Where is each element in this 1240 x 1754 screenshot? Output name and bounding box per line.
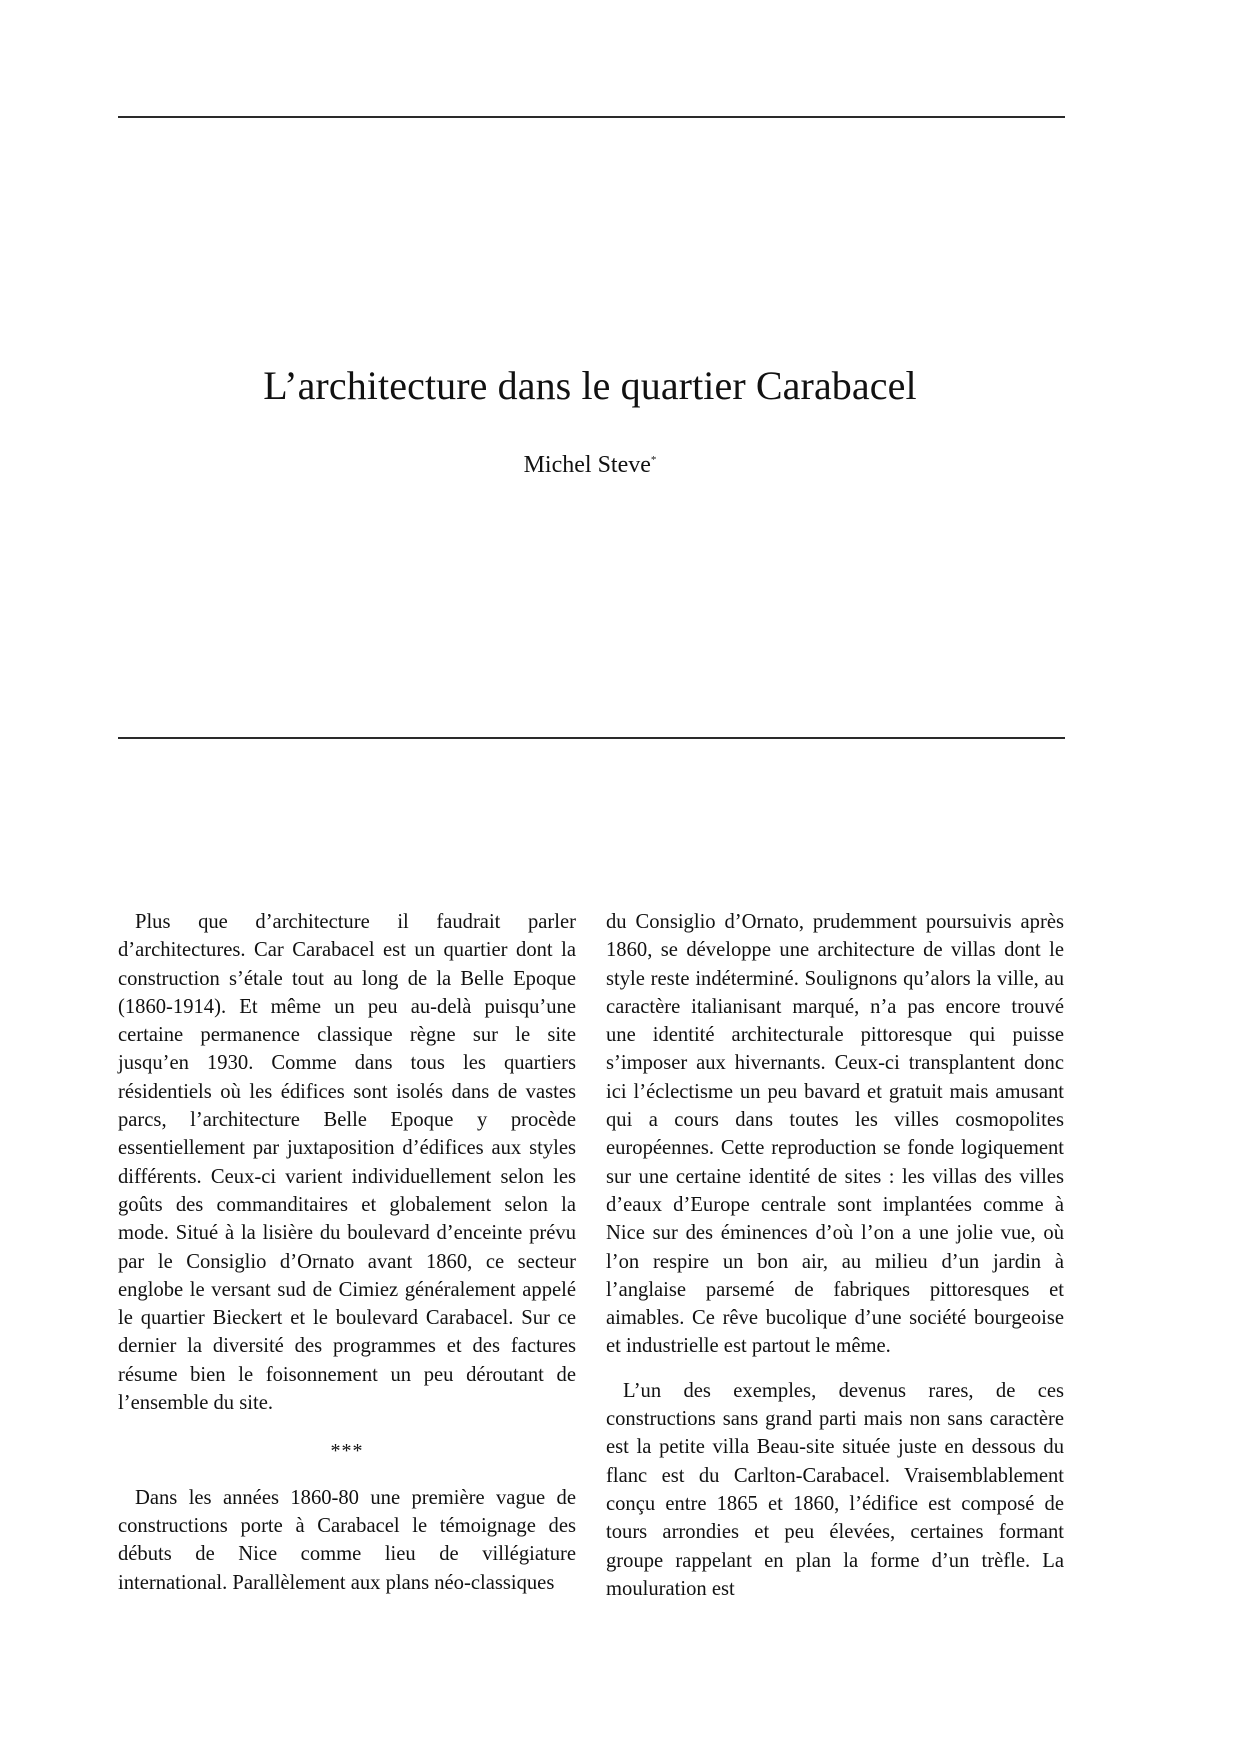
author-name: Michel Steve — [523, 452, 651, 478]
author-line — [0, 452, 1180, 479]
section-separator: *** — [330, 1440, 364, 1463]
body-paragraph: Dans les années 1860-80 une première vague de constructions porte à Carabacel le témoignage des débuts de Nice comme lieu de villégiature international. Parallèlement aux plans néo-classiques — [118, 1486, 576, 1594]
body-paragraph-continued: du Consiglio d’Ornato, prudemment poursuivis après 1860, se développe une architecture de villas dont le style reste indéterminé. Soulignons qu’alors la ville, au caractère italianisant marqué, n’a pas encore trouvé une identité architecturale pittoresque qui puisse s’imposer aux hivernants. Ceux-ci transplantent donc ici l’éclectisme un peu bavard et gratuit mais amusant qui a cours dans toutes les villes cosmopolites européennes. Cette reproduction se fonde logiquement sur une certaine identité de sites : les villas des villes d’eaux d’Europe centrale sont implantées comme à Nice sur des éminences d’où l’on a une jolie vue, où l’on respire un bon air, au milieu d’un jardin à l’anglaise parsemé de fabriques pittoresques et aimables. Ce rêve bucolique d’une société bourgeoise et industrielle est partout le même. — [606, 911, 1064, 1358]
article-title: L’architecture dans le quartier Carabacel — [263, 363, 917, 408]
author-footnote-mark: * — [650, 454, 657, 466]
body-paragraph: Plus que d’architecture il faudrait parler d’architectures. Car Carabacel est un quartier dont la construction s’étale tout au long de la Belle Epoque (1860-1914). Et même un peu au-delà puisqu’une certaine permanence classique règne sur le site jusqu’en 1930. Comme dans tous les quartiers résidentiels où les édifices sont isolés dans de vastes parcs, l’architecture Belle Epoque y procède essentiellement par juxtaposition d’édifices aux styles différents. Ceux-ci varient individuellement selon les goûts des commanditaires et globalement selon la mode. Situé à la lisière du boulevard d’enceinte prévu par le Consiglio d’Ornato avant 1860, ce secteur englobe le versant sud de Cimiez généralement appelé le quartier Bieckert et le boulevard Carabacel. Sur ce dernier la diversité des programmes et des factures résume bien le foisonnement un peu déroutant de l’ensemble du site. — [118, 911, 576, 1415]
bottom-horizontal-rule — [118, 737, 1065, 739]
left-text-column — [118, 908, 576, 1597]
top-horizontal-rule — [118, 116, 1065, 118]
body-paragraph: L’un des exemples, devenus rares, de ces constructions sans grand parti mais non sans caractère est la petite villa Beau-site située juste en dessous du flanc est du Carlton-Carabacel. Vraisemblablement conçu entre 1865 et 1860, l’édifice est composé de tours arrondies et peu élevées, certaines formant groupe rappelant en plan la forme d’un trèfle. La mouluration est — [606, 1379, 1064, 1600]
right-text-column — [606, 908, 1064, 1603]
